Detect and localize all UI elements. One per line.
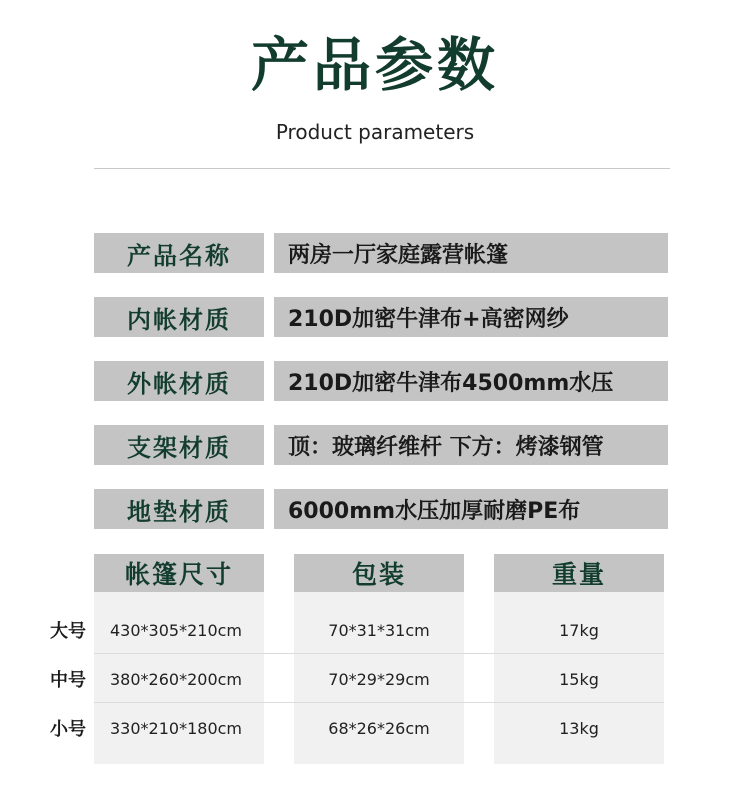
row-divider bbox=[94, 702, 664, 703]
weight-cell: 15kg bbox=[559, 669, 599, 689]
row-label: 中号 bbox=[50, 670, 86, 691]
param-label: 地垫材质 bbox=[94, 489, 264, 529]
page-subtitle: Product parameters bbox=[275, 120, 475, 144]
column-header-package: 包装 bbox=[294, 554, 464, 592]
param-label: 外帐材质 bbox=[94, 361, 264, 401]
param-value: 顶：玻璃纤维杆 下方：烤漆钢管 bbox=[274, 425, 668, 465]
param-label: 内帐材质 bbox=[94, 297, 264, 337]
column-header-size: 帐篷尺寸 bbox=[94, 554, 264, 592]
param-row-outer-material bbox=[94, 361, 670, 401]
size-cell: 380*260*200cm bbox=[110, 669, 242, 689]
param-label: 支架材质 bbox=[94, 425, 264, 465]
row-divider bbox=[94, 653, 664, 654]
row-label: 小号 bbox=[50, 719, 86, 740]
param-value: 6000mm水压加厚耐磨PE布 bbox=[274, 489, 668, 529]
weight-cell: 17kg bbox=[559, 620, 599, 640]
param-row-floor-material bbox=[94, 489, 670, 529]
page-title: 产品参数 bbox=[250, 31, 499, 99]
param-row-inner-material bbox=[94, 297, 670, 337]
table-row bbox=[0, 655, 750, 703]
size-cell: 330*210*180cm bbox=[110, 718, 242, 738]
package-cell: 68*26*26cm bbox=[328, 718, 430, 738]
param-label: 产品名称 bbox=[94, 233, 264, 273]
param-value: 210D加密牛津布4500mm水压 bbox=[274, 361, 668, 401]
package-cell: 70*29*29cm bbox=[328, 669, 430, 689]
size-cell: 430*305*210cm bbox=[110, 620, 242, 640]
param-value: 210D加密牛津布+高密网纱 bbox=[274, 297, 668, 337]
table-row bbox=[0, 704, 750, 752]
package-cell: 70*31*31cm bbox=[328, 620, 430, 640]
table-row bbox=[0, 606, 750, 654]
divider bbox=[94, 168, 670, 169]
row-label: 大号 bbox=[50, 621, 86, 642]
weight-cell: 13kg bbox=[559, 718, 599, 738]
param-row-frame-material bbox=[94, 425, 670, 465]
column-header-weight: 重量 bbox=[494, 554, 664, 592]
param-row-name bbox=[94, 233, 670, 273]
param-value: 两房一厅家庭露营帐篷 bbox=[274, 233, 668, 273]
